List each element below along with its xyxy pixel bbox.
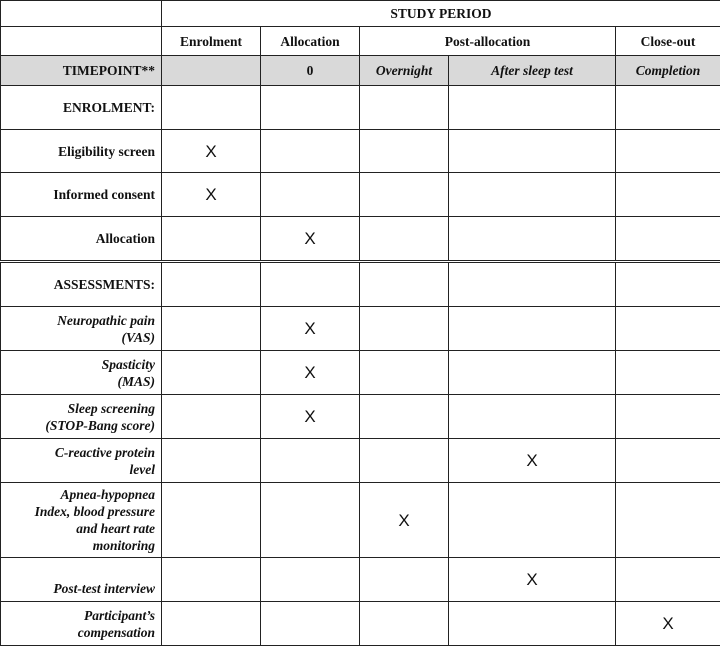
row-label	[1, 483, 162, 558]
row-label-line: Neuropathic pain	[7, 312, 155, 329]
empty-cell	[449, 395, 616, 439]
empty-cell	[261, 86, 360, 130]
empty-cell	[360, 558, 449, 602]
phase-corner-cell	[1, 27, 162, 56]
empty-cell	[162, 307, 261, 351]
row-label-line	[7, 563, 155, 580]
row-label-line: compensation	[7, 624, 155, 641]
section-row	[1, 262, 720, 307]
timepoint-after-sleep-test: After sleep test	[449, 56, 616, 86]
x-mark-cell: X	[261, 351, 360, 395]
row-label	[1, 439, 162, 483]
row-label	[1, 130, 162, 173]
empty-cell	[360, 86, 449, 130]
empty-cell	[616, 217, 720, 262]
row-label-line: Eligibility screen	[7, 143, 155, 160]
timepoint-completion: Completion	[616, 56, 720, 86]
timepoint-label: TIMEPOINT**	[1, 56, 162, 86]
row-label-line: Spasticity	[7, 356, 155, 373]
empty-cell	[449, 130, 616, 173]
empty-cell	[449, 262, 616, 307]
empty-cell	[360, 439, 449, 483]
x-mark-cell: X	[449, 558, 616, 602]
empty-cell	[616, 483, 720, 558]
table-row	[1, 307, 720, 351]
empty-cell	[261, 483, 360, 558]
row-label-line: Participant’s	[7, 607, 155, 624]
empty-cell	[360, 307, 449, 351]
row-label-line: Informed consent	[7, 186, 155, 203]
phase-post-allocation: Post-allocation	[360, 27, 616, 56]
empty-cell	[449, 86, 616, 130]
schedule-body	[1, 86, 720, 646]
empty-cell	[162, 351, 261, 395]
phase-close-out: Close-out	[616, 27, 720, 56]
x-mark-cell: X	[360, 483, 449, 558]
empty-cell	[360, 351, 449, 395]
empty-cell	[360, 130, 449, 173]
table-row	[1, 351, 720, 395]
empty-cell	[449, 217, 616, 262]
section-row	[1, 86, 720, 130]
row-label-line: (VAS)	[7, 329, 155, 346]
row-label-line: and heart rate	[7, 520, 155, 537]
empty-cell	[360, 395, 449, 439]
empty-cell	[449, 483, 616, 558]
table-row	[1, 395, 720, 439]
section-enrolment: ENROLMENT:	[1, 86, 162, 130]
empty-cell	[616, 307, 720, 351]
table-row	[1, 558, 720, 602]
section-assessments: ASSESSMENTS:	[1, 262, 162, 307]
empty-cell	[616, 395, 720, 439]
empty-cell	[162, 439, 261, 483]
empty-cell	[616, 262, 720, 307]
empty-cell	[162, 86, 261, 130]
empty-cell	[449, 351, 616, 395]
row-label	[1, 217, 162, 262]
row-label-line: (STOP-Bang score)	[7, 417, 155, 434]
row-label	[1, 395, 162, 439]
empty-cell	[261, 439, 360, 483]
row-label-line: Post-test interview	[7, 580, 155, 597]
empty-cell	[616, 130, 720, 173]
empty-cell	[616, 558, 720, 602]
phase-allocation: Allocation	[261, 27, 360, 56]
empty-cell	[616, 439, 720, 483]
empty-cell	[261, 130, 360, 173]
x-mark-cell: X	[261, 217, 360, 262]
table-row	[1, 439, 720, 483]
x-mark-cell: X	[261, 395, 360, 439]
table-row	[1, 173, 720, 217]
table-row	[1, 130, 720, 173]
empty-cell	[449, 307, 616, 351]
empty-cell	[616, 173, 720, 217]
empty-cell	[162, 395, 261, 439]
row-label	[1, 307, 162, 351]
empty-cell	[162, 558, 261, 602]
empty-cell	[261, 558, 360, 602]
row-label-line: Sleep screening	[7, 400, 155, 417]
row-label-line: Index, blood pressure	[7, 503, 155, 520]
empty-cell	[360, 217, 449, 262]
timepoint-enrolment	[162, 56, 261, 86]
phase-enrolment: Enrolment	[162, 27, 261, 56]
empty-cell	[616, 351, 720, 395]
corner-cell	[1, 1, 162, 27]
empty-cell	[449, 173, 616, 217]
x-mark-cell: X	[261, 307, 360, 351]
empty-cell	[261, 262, 360, 307]
row-label-line: level	[7, 461, 155, 478]
row-label-line: Allocation	[7, 230, 155, 247]
empty-cell	[616, 86, 720, 130]
empty-cell	[360, 173, 449, 217]
empty-cell	[162, 483, 261, 558]
table-row	[1, 217, 720, 262]
x-mark-cell: X	[449, 439, 616, 483]
row-label-line: monitoring	[7, 537, 155, 554]
row-label	[1, 351, 162, 395]
table-row	[1, 483, 720, 558]
x-mark-cell: X	[162, 130, 261, 173]
row-label	[1, 173, 162, 217]
row-label-line: C-reactive protein	[7, 444, 155, 461]
empty-cell	[162, 217, 261, 262]
x-mark-cell: X	[616, 602, 720, 646]
empty-cell	[162, 262, 261, 307]
empty-cell	[360, 262, 449, 307]
timepoint-overnight: Overnight	[360, 56, 449, 86]
x-mark-cell: X	[162, 173, 261, 217]
row-label-line: Apnea-hypopnea	[7, 486, 155, 503]
row-label	[1, 558, 162, 602]
timepoint-allocation: 0	[261, 56, 360, 86]
empty-cell	[261, 173, 360, 217]
study-period-heading: STUDY PERIOD	[162, 1, 720, 27]
row-label-line: (MAS)	[7, 373, 155, 390]
